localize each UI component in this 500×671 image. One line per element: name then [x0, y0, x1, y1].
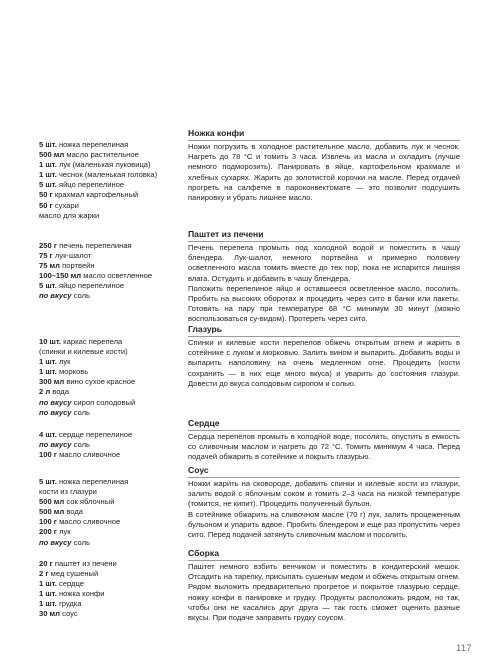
ingredient-name: масло сливочное [59, 450, 121, 460]
ingredient-line [39, 477, 177, 487]
ingredient-quantity: 1 шт. [39, 367, 57, 377]
section-confit [188, 128, 460, 203]
ingredients-heart [39, 430, 177, 460]
ingredient-quantity: 5 шт. [39, 477, 57, 486]
ingredient-line [39, 609, 177, 619]
ingredient-name: сердце перепелиное [58, 430, 133, 439]
ingredient-line [39, 271, 177, 281]
ingredient-line [39, 357, 177, 367]
ingredient-name: масло осветленное [83, 271, 153, 281]
section-title: Сердце [188, 418, 460, 431]
ingredient-quantity: по вкусу [39, 537, 72, 547]
section-assembly [188, 548, 460, 623]
ingredient-line [39, 367, 177, 377]
ingredient-quantity: 300 мл [39, 377, 65, 387]
ingredient-line [39, 170, 177, 180]
ingredient-line [39, 507, 177, 517]
section-heart [188, 418, 460, 463]
ingredient-line [39, 261, 177, 271]
ingredient-quantity: 500 мл [39, 507, 65, 517]
ingredient-line [39, 211, 177, 221]
ingredient-line [39, 450, 177, 460]
section-pate [188, 229, 460, 325]
ingredient-name: паштет из печени [54, 559, 117, 568]
ingredient-quantity: по вкусу [39, 397, 72, 407]
ingredient-name: яйцо перепелиное [58, 180, 125, 190]
ingredient-line [39, 281, 177, 291]
section-text: Спинки и килевые кости перепелов обжечь открытым огнем и жарить в сотейнике с луком и морковью. Залить вином и выпарить. Добавить воды и выпарить наполовину на очень медленном огне. Процедить (кости сохранить — в них еще много вкуса) и уварить до состояния глазури. Довести до вкуса солодовым сиропом и солью. [188, 338, 460, 388]
ingredient-quantity: по вкусу [39, 407, 72, 417]
ingredient-line [39, 201, 177, 211]
ingredient-quantity: 100 г [39, 517, 57, 527]
section-sauce [188, 465, 460, 540]
section-title: Паштет из печени [188, 229, 460, 242]
ingredient-line [39, 497, 177, 507]
ingredient-name: вода [66, 507, 84, 517]
ingredient-line [39, 160, 177, 170]
ingredient-line [39, 347, 177, 357]
ingredient-name: масло сливочное [59, 517, 121, 527]
ingredient-name: масло для жарки [39, 210, 100, 220]
section-text: Ножки погрузить в холодное растительное масло, добавить лук и чеснок. Нагреть до 78 °С и томить 3 часа. Извлечь из масла и охладить (лучше немного подморозить). Панировать в яйце, картофельном крахмале и хлебных сухарях. Жарить до золотистой корочки на масле. Перед отдачей прогреть на салфетке в пароконвектомате — это позволит подсушить панировку и убрать лишнее масло. [188, 142, 460, 203]
page-number: 117 [456, 643, 472, 653]
ingredient-quantity: 500 мл [39, 497, 65, 507]
ingredient-name: вода [52, 387, 69, 397]
ingredient-line [39, 377, 177, 387]
section-text: В сотейнике обжарить на сливочном масле (70 г) лук, залить процеженным бульоном и упарить вдвое. Пробить блендером и еще раз пропустить через сито. Перед подачей затянуть сливочным маслом и посолить. [188, 509, 460, 540]
ingredient-line [39, 337, 177, 347]
section-title: Ножка конфи [188, 128, 460, 141]
ingredient-name: яйцо перепелиное [58, 281, 125, 291]
ingredient-quantity: 10 шт. [39, 337, 62, 346]
ingredient-line [39, 440, 177, 450]
ingredient-name: сироп солодовый [73, 397, 136, 407]
ingredient-name: мед сушеный [50, 569, 99, 579]
section-title: Соус [188, 465, 460, 478]
ingredients-confit [39, 140, 177, 221]
ingredient-name: ножка перепелиная [58, 140, 129, 149]
ingredient-name: грудка [58, 599, 82, 609]
ingredient-name: соль [73, 537, 90, 547]
ingredient-name: крахмал картофельный [54, 190, 139, 200]
ingredient-line [39, 180, 177, 190]
ingredient-name: кости из глазури [39, 487, 97, 497]
ingredient-quantity: 100 г [39, 450, 57, 460]
ingredient-quantity: 1 шт. [39, 170, 57, 180]
ingredient-line [39, 251, 177, 261]
section-glaze [188, 324, 460, 389]
ingredient-quantity: 30 мл [39, 609, 60, 619]
ingredient-line [39, 538, 177, 548]
ingredient-line [39, 241, 177, 251]
ingredient-name: сердце [58, 579, 84, 589]
ingredient-quantity: 1 шт. [39, 357, 57, 367]
ingredient-name: (спинки и килевые кости) [39, 347, 128, 357]
ingredient-name: портвейн [62, 261, 95, 271]
ingredient-line [39, 579, 177, 589]
ingredient-quantity: 50 г [39, 200, 53, 210]
ingredient-line [39, 140, 177, 150]
ingredient-name: сок яблочный [66, 497, 115, 507]
ingredient-quantity: 250 г [39, 241, 57, 250]
ingredients-assembly [39, 559, 177, 620]
ingredient-quantity: 75 г [39, 251, 53, 261]
ingredient-quantity: 2 г [39, 569, 49, 579]
ingredients-glaze [39, 337, 177, 418]
ingredient-name: вино сухое красное [66, 377, 136, 387]
ingredient-name: сухари [54, 200, 79, 210]
ingredient-quantity: 5 шт. [39, 281, 57, 291]
section-text: Ножки жарить на сковороде, добавить спинки и килевые кости из глазури, залить водой с яблочным соком и томить 2–3 часа на низкой температуре (томится, не кипит). Процедить полученный бульон. [188, 479, 460, 509]
ingredient-line [39, 559, 177, 569]
section-text: Паштет немного взбить венчиком и поместить в кондитерский мешок. Отсадить на тарелку, присыпать сушеным медом и обжечь открытым огнем. Рядом выложить предварительно прогретое и покрытое глазурью сердце, ножку конфи в панировке и грудку. Продукты расположить рядом, но так, чтобы они не касались друг друга — так гость сможет оценить разные вкусы. При подаче заправить грудку соусом. [188, 562, 460, 623]
ingredient-name: ножка перепелиная [58, 477, 129, 486]
section-text: Печень перепела промыть под холодной водой и поместить в чашу блендера. Лук-шалот, немного портвейна и примерно половину осветленного масла томить вместе до тех пор, пока не испарится лишняя влага. Остудить и добавить в чашу блендера. [188, 243, 460, 283]
ingredient-line [39, 487, 177, 497]
ingredient-line [39, 517, 177, 527]
ingredient-quantity: 75 мл [39, 261, 60, 271]
ingredient-name: соль [73, 440, 90, 450]
ingredient-quantity: 1 шт. [39, 599, 57, 609]
ingredient-quantity: 1 шт. [39, 579, 57, 589]
ingredient-quantity: 20 г [39, 559, 53, 568]
ingredient-quantity: 200 г [39, 527, 57, 537]
ingredient-name: морковь [58, 367, 89, 377]
section-title: Глазурь [188, 324, 460, 337]
ingredient-quantity: 4 шт. [39, 430, 57, 439]
ingredient-quantity: 2 л [39, 387, 51, 397]
ingredient-quantity: 500 мл [39, 150, 65, 160]
ingredient-name: масло растительное [66, 150, 139, 160]
ingredient-quantity: 100–150 мл [39, 271, 82, 281]
ingredient-line [39, 599, 177, 609]
ingredient-line [39, 589, 177, 599]
ingredient-line [39, 398, 177, 408]
ingredient-line [39, 150, 177, 160]
section-title: Сборка [188, 548, 460, 561]
ingredient-line [39, 430, 177, 440]
ingredients-sauce [39, 477, 177, 548]
ingredient-quantity: по вкусу [39, 440, 72, 450]
ingredient-line [39, 387, 177, 397]
ingredient-name: чеснок (маленькая головка) [58, 170, 158, 180]
ingredient-quantity: 1 шт. [39, 160, 57, 170]
ingredient-line [39, 291, 177, 301]
ingredient-name: соус [62, 609, 78, 619]
ingredient-name: лук (маленькая луковица) [58, 160, 151, 170]
ingredient-name: соль [73, 291, 90, 301]
ingredient-name: печень перепелиная [59, 241, 132, 250]
ingredient-quantity: по вкусу [39, 291, 72, 301]
ingredient-quantity: 50 г [39, 190, 53, 200]
section-text: Сердца перепелов промыть в холодной воде, посолить, опустить в емкость со сливочным маслом и нагреть до 72 °С. Томить минимум 4 часа. Перед подачей обжарить в сотейнике и покрыть глазурью. [188, 432, 460, 462]
ingredient-name: лук [59, 527, 71, 537]
ingredient-name: соль [73, 407, 90, 417]
ingredient-quantity: 1 шт. [39, 589, 57, 599]
ingredient-line [39, 569, 177, 579]
ingredient-line [39, 408, 177, 418]
ingredient-name: каркас перепела [63, 337, 123, 346]
ingredient-name: ножка конфи [58, 589, 105, 599]
ingredient-name: лук-шалот [54, 251, 92, 261]
ingredient-quantity: 5 шт. [39, 180, 57, 190]
ingredient-name: лук [58, 357, 71, 367]
ingredients-pate [39, 241, 177, 302]
ingredient-line [39, 527, 177, 537]
ingredient-line [39, 190, 177, 200]
section-text: Положить перепелиное яйцо и оставшееся осветленное масло, посолить. Пробить на высоких оборотах и процедить через сито в банки или пакеты. Готовить на пару при температуре 68 °С минимум 30 минут (можно воспользоваться су-видом). Протереть через сито. [188, 283, 460, 324]
ingredient-quantity: 5 шт. [39, 140, 57, 149]
